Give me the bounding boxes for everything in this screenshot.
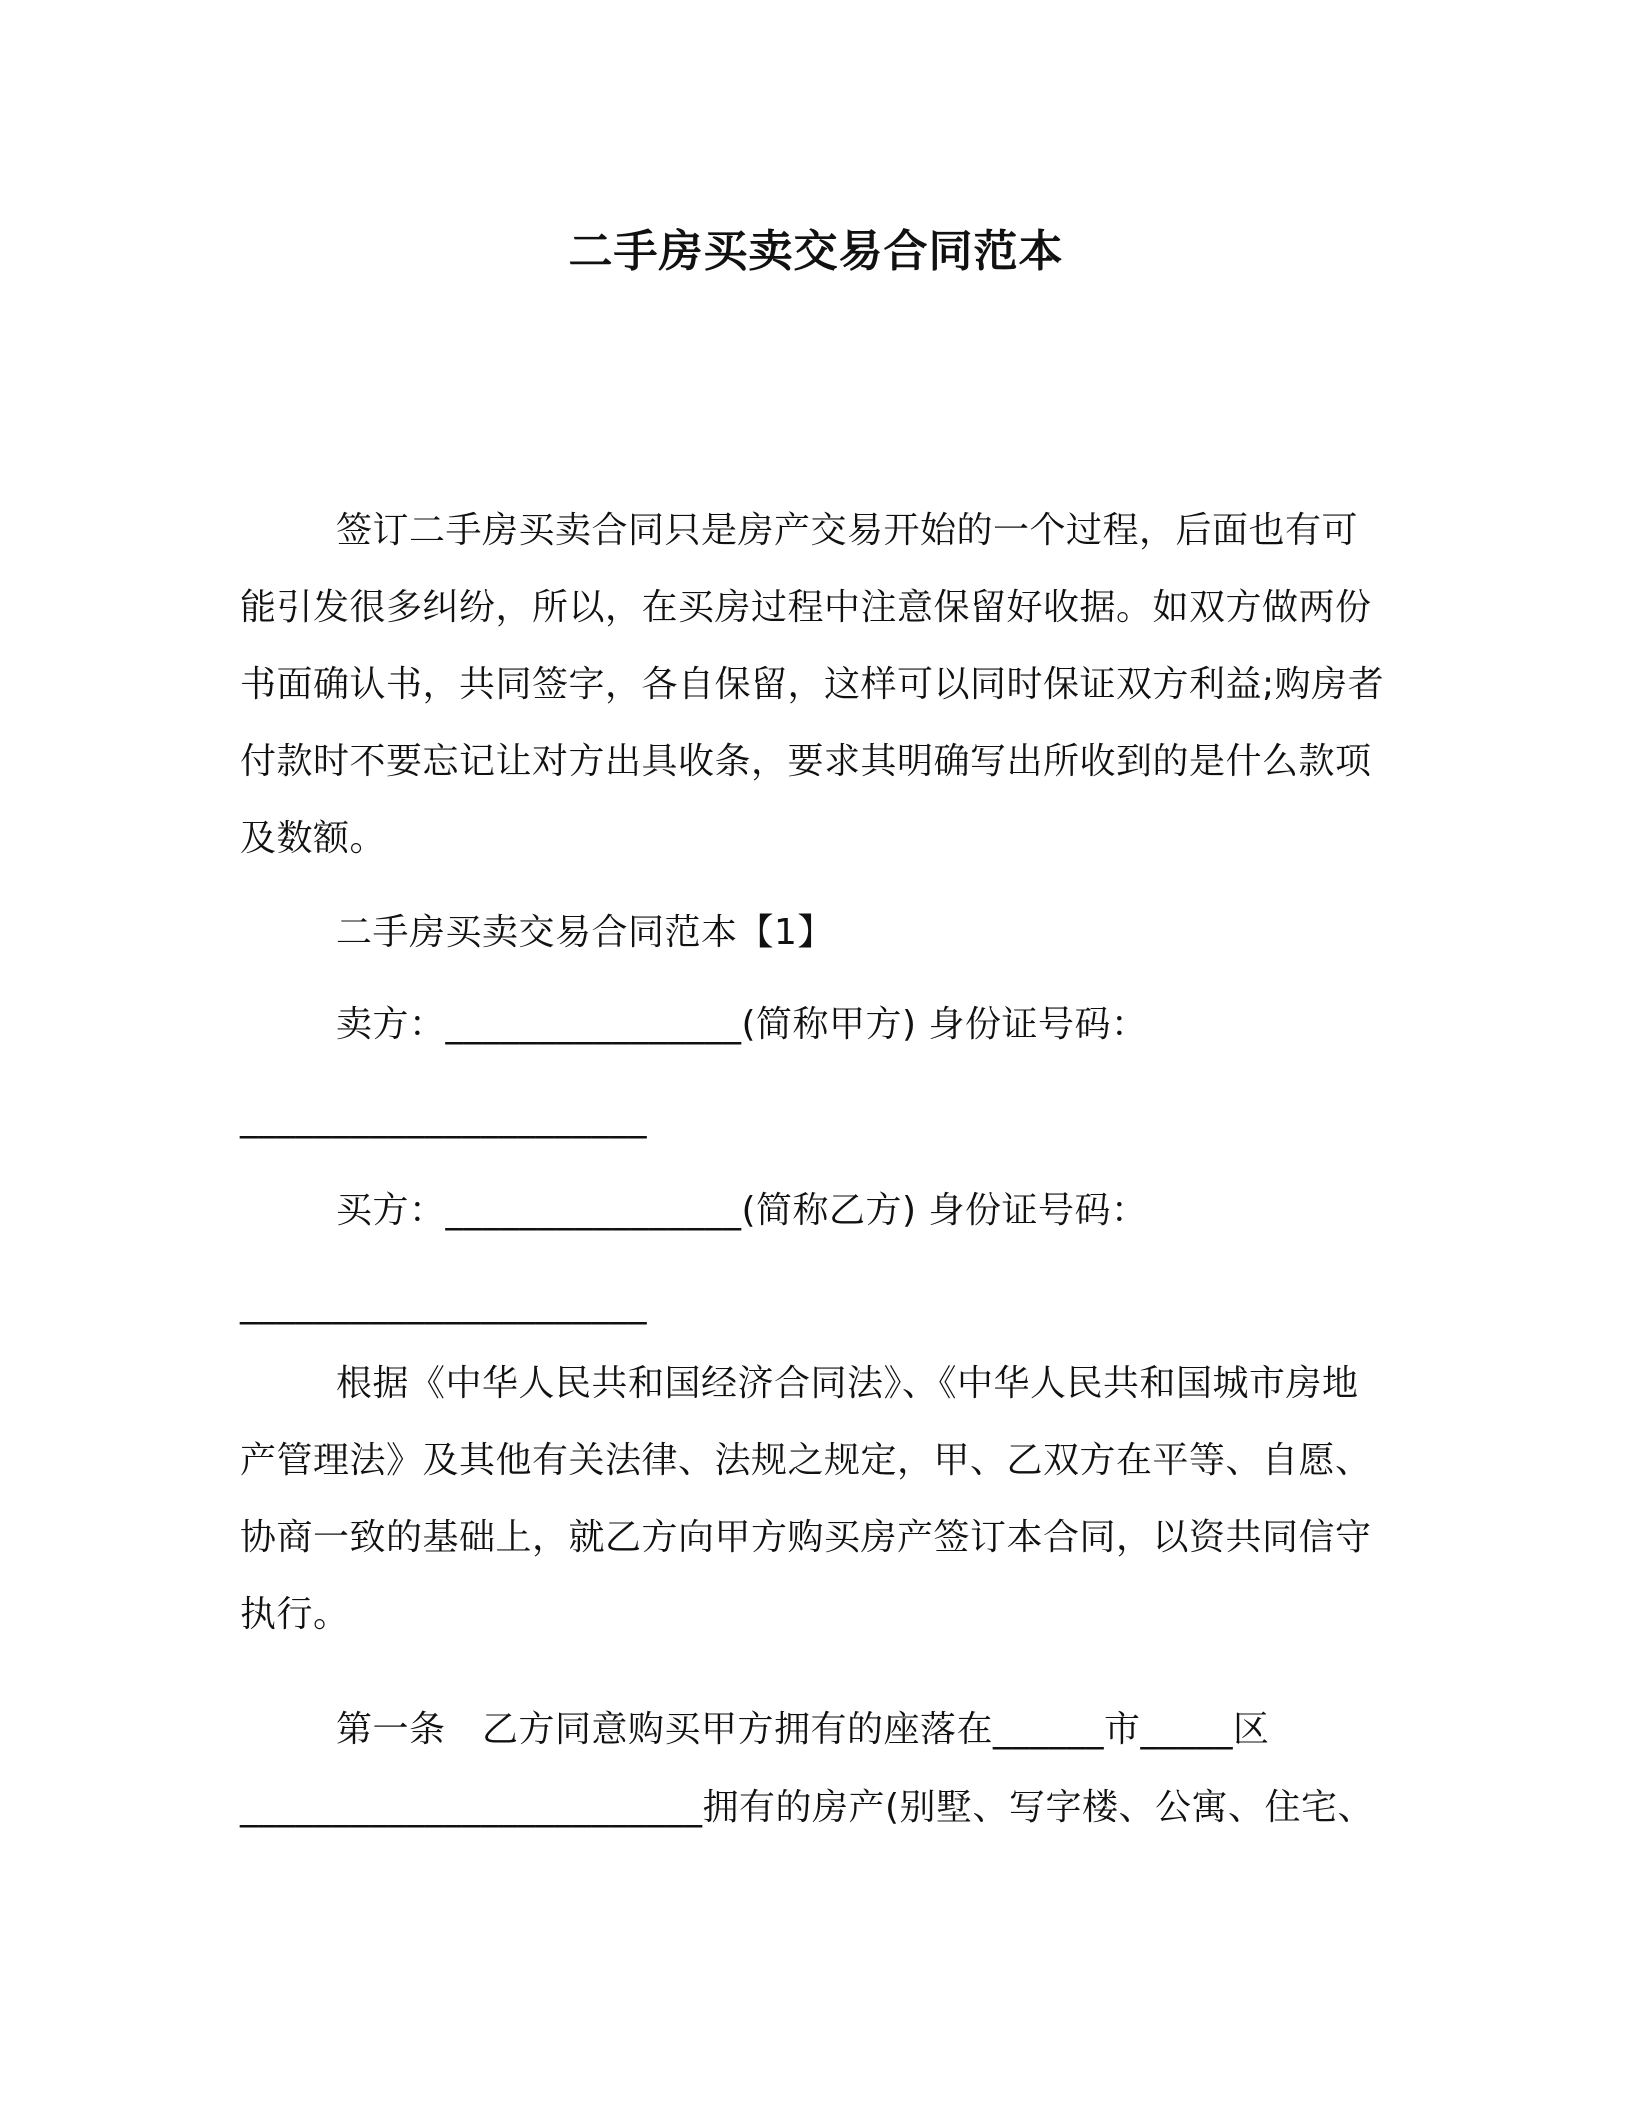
article-1-line-1: 第一条 乙方同意购买甲方拥有的座落在______市_____区 xyxy=(336,1709,1270,1750)
basis-paragraph: 根据《中华人民共和国经济合同法》、《中华人民共和国城市房地产管理法》及其他有关法律、法规之规定，甲、乙双方在平等、自愿、协商一致的基础上，就乙方向甲方购买房产签订本合同，以资共同信守执行。 xyxy=(240,1363,1372,1635)
intro-paragraph: 签订二手房买卖合同只是房产交易开始的一个过程，后面也有可能引发很多纠纷，所以，在买房过程中注意保留好收据。如双方做两份书面确认书，共同签字，各自保留，这样可以同时保证双方利益;购房者付款时不要忘记让对方出具收条，要求其明确写出所收到的是什么款项及数额。 xyxy=(240,510,1385,859)
document-title: 二手房买卖交易合同范本 xyxy=(568,226,1064,277)
buyer-line: 买方：________________(简称乙方) 身份证号码： xyxy=(336,1190,1148,1231)
section-heading: 二手房买卖交易合同范本【1】 xyxy=(336,912,834,953)
buyer-id-blank: ______________________ xyxy=(240,1284,647,1325)
article-1-line-2: _________________________拥有的房产(别墅、写字楼、公寓、住宅、 xyxy=(240,1787,1375,1828)
seller-id-blank: ______________________ xyxy=(240,1098,647,1139)
seller-line: 卖方：________________(简称甲方) 身份证号码： xyxy=(336,1004,1148,1045)
